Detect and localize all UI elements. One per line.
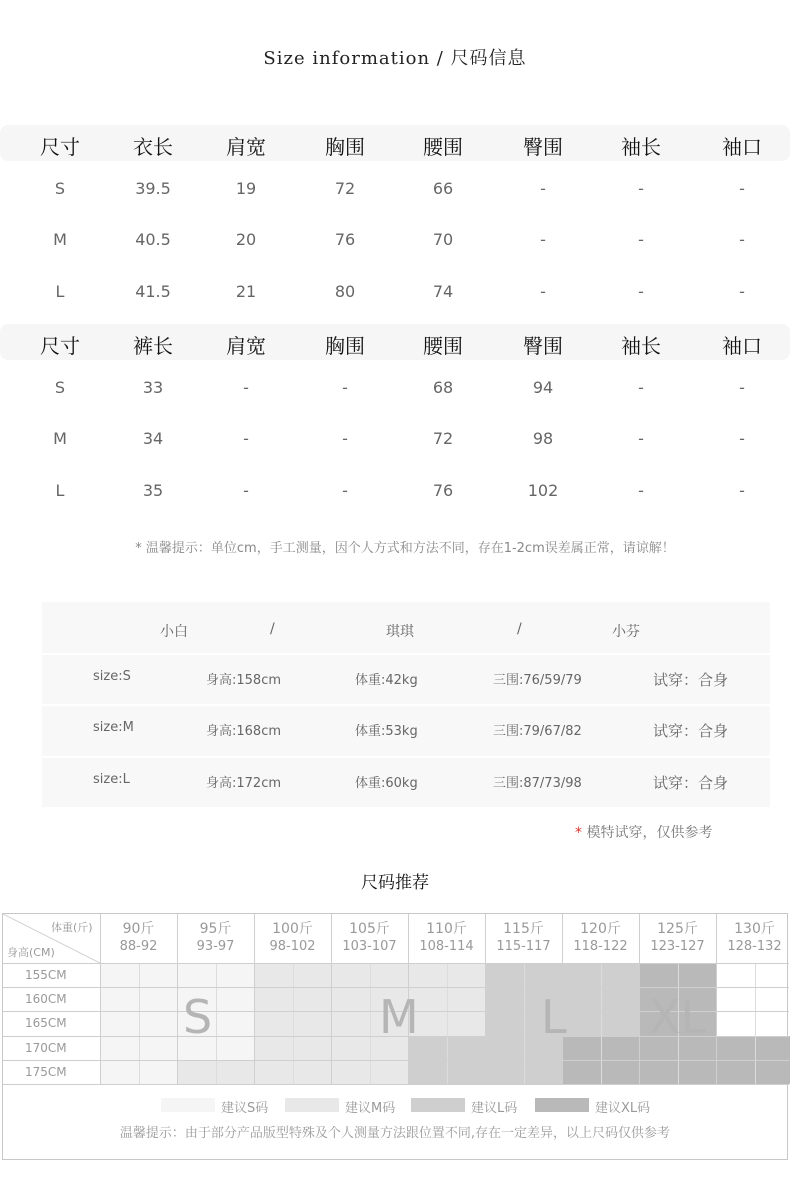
table-cell: - bbox=[739, 282, 745, 301]
table-cell: 74 bbox=[432, 282, 454, 301]
height-label: 175CM bbox=[25, 1064, 67, 1079]
column-header: 胸围 bbox=[325, 334, 365, 358]
model-name: / bbox=[270, 621, 275, 637]
model-cell: 三围:87/73/98 bbox=[493, 776, 582, 791]
size-letter-xl: XL bbox=[649, 990, 707, 1044]
table-cell: 80 bbox=[334, 282, 356, 301]
table-cell: - bbox=[638, 429, 644, 448]
weight-column-header bbox=[562, 920, 639, 956]
height-label: 170CM bbox=[25, 1040, 67, 1055]
grid-line bbox=[370, 963, 371, 1084]
model-cell: 三围:76/59/79 bbox=[493, 673, 582, 688]
table-cell: - bbox=[739, 481, 745, 500]
weight-jin: 105斤 bbox=[349, 921, 390, 937]
model-cell: 体重:53kg bbox=[355, 724, 418, 739]
table-cell: 20 bbox=[235, 230, 257, 249]
grid-line bbox=[755, 963, 756, 1084]
table-cell: 66 bbox=[432, 179, 454, 198]
column-header: 裤长 bbox=[133, 334, 173, 358]
grid-line bbox=[447, 963, 448, 1084]
model-cell: 试穿：合身 bbox=[653, 671, 729, 689]
legend-label: 建议XL码 bbox=[595, 1101, 651, 1116]
model-divider bbox=[42, 704, 770, 706]
weight-jin: 130斤 bbox=[734, 921, 775, 937]
table-cell: 94 bbox=[532, 378, 554, 397]
weight-range: 98-102 bbox=[269, 939, 316, 954]
table-cell: 76 bbox=[334, 230, 356, 249]
weight-range: 123-127 bbox=[650, 939, 705, 954]
model-cell: size:L bbox=[93, 772, 130, 787]
weight-column-header bbox=[408, 920, 485, 956]
weight-jin: 125斤 bbox=[657, 921, 698, 937]
corner-weight-label: 体重(斤) bbox=[51, 921, 93, 934]
legend-label: 建议S码 bbox=[221, 1101, 269, 1116]
table-cell: - bbox=[243, 481, 249, 500]
table-cell: - bbox=[638, 282, 644, 301]
table-cell: 33 bbox=[142, 378, 164, 397]
recommend-note: 温馨提示：由于部分产品版型特殊及个人测量方法跟位置不同,存在一定差异，以上尺码仅供参考 bbox=[119, 1126, 671, 1141]
weight-jin: 120斤 bbox=[580, 921, 621, 937]
weight-range: 103-107 bbox=[342, 939, 397, 954]
grid-line bbox=[3, 987, 789, 988]
model-name: 琪琪 bbox=[386, 624, 414, 640]
table-cell: - bbox=[739, 230, 745, 249]
table-cell: - bbox=[638, 179, 644, 198]
model-divider bbox=[42, 756, 770, 758]
legend-swatch bbox=[411, 1098, 465, 1112]
size-label: M bbox=[53, 429, 67, 448]
weight-jin: 100斤 bbox=[272, 921, 313, 937]
size-label: L bbox=[55, 481, 65, 500]
weight-column-header bbox=[331, 920, 408, 956]
column-header: 腰围 bbox=[423, 135, 463, 159]
table-cell: - bbox=[638, 481, 644, 500]
column-header: 袖口 bbox=[722, 334, 762, 358]
weight-jin: 95斤 bbox=[199, 921, 232, 937]
table-cell: - bbox=[638, 378, 644, 397]
column-header: 袖长 bbox=[621, 135, 661, 159]
legend-swatch bbox=[161, 1098, 215, 1112]
note-star: * bbox=[575, 825, 582, 841]
table-cell: 98 bbox=[532, 429, 554, 448]
table-cell: - bbox=[243, 429, 249, 448]
grid-line bbox=[139, 963, 140, 1084]
height-label: 160CM bbox=[25, 992, 67, 1007]
model-cell: size:S bbox=[93, 669, 131, 684]
model-name: 小白 bbox=[160, 624, 188, 640]
measurement-note: * 温馨提示：单位cm，手工测量，因个人方式和方法不同，存在1-2cm误差属正常，请谅解！ bbox=[135, 541, 675, 556]
column-header: 尺寸 bbox=[40, 135, 80, 159]
weight-range: 115-117 bbox=[496, 939, 551, 954]
recommend-title: 尺码推荐 bbox=[361, 873, 429, 893]
weight-jin: 115斤 bbox=[503, 921, 544, 937]
weight-column-header bbox=[100, 920, 177, 956]
column-header: 臀围 bbox=[523, 135, 563, 159]
legend-label: 建议M码 bbox=[345, 1101, 396, 1116]
table-cell: 41.5 bbox=[135, 282, 171, 301]
model-cell: 三围:79/67/82 bbox=[493, 724, 582, 739]
weight-range: 118-122 bbox=[573, 939, 628, 954]
column-header: 尺寸 bbox=[40, 334, 80, 358]
table-cell: - bbox=[243, 378, 249, 397]
corner-height-label: 身高(CM) bbox=[7, 946, 55, 959]
size-label: S bbox=[54, 378, 66, 397]
grid-line bbox=[3, 1060, 789, 1061]
model-cell: 身高:158cm bbox=[206, 673, 282, 688]
model-cell: size:M bbox=[93, 720, 134, 735]
model-cell: 体重:60kg bbox=[355, 776, 418, 791]
table-cell: 40.5 bbox=[135, 230, 171, 249]
model-note bbox=[575, 822, 712, 842]
table-cell: 72 bbox=[432, 429, 454, 448]
column-header: 肩宽 bbox=[226, 334, 266, 358]
weight-range: 93-97 bbox=[196, 939, 235, 954]
column-header: 肩宽 bbox=[226, 135, 266, 159]
grid-line bbox=[3, 1084, 789, 1085]
column-header: 臀围 bbox=[523, 334, 563, 358]
table-cell: - bbox=[540, 282, 546, 301]
weight-jin: 110斤 bbox=[426, 921, 467, 937]
height-label: 165CM bbox=[25, 1016, 67, 1031]
model-cell: 体重:42kg bbox=[355, 673, 418, 688]
model-cell: 试穿：合身 bbox=[653, 774, 729, 792]
model-cell: 身高:168cm bbox=[206, 724, 282, 739]
table-cell: 76 bbox=[432, 481, 454, 500]
size-label: M bbox=[53, 230, 67, 249]
table-cell: 102 bbox=[527, 481, 559, 500]
model-cell: 试穿：合身 bbox=[653, 722, 729, 740]
grid-line bbox=[216, 963, 217, 1084]
table-cell: 35 bbox=[142, 481, 164, 500]
model-cell: 身高:172cm bbox=[206, 776, 282, 791]
weight-range: 88-92 bbox=[119, 939, 158, 954]
size-letter-m: M bbox=[379, 990, 419, 1044]
grid-line bbox=[524, 963, 525, 1084]
table-cell: - bbox=[739, 179, 745, 198]
table-cell: 21 bbox=[235, 282, 257, 301]
column-header: 袖口 bbox=[722, 135, 762, 159]
weight-column-header bbox=[254, 920, 331, 956]
table-cell: 39.5 bbox=[135, 179, 171, 198]
table-cell: - bbox=[638, 230, 644, 249]
size-label: S bbox=[54, 179, 66, 198]
weight-column-header bbox=[716, 920, 790, 956]
legend-swatch bbox=[535, 1098, 589, 1112]
weight-column-header bbox=[485, 920, 562, 956]
legend-swatch bbox=[285, 1098, 339, 1112]
column-header: 衣长 bbox=[133, 135, 173, 159]
weight-range: 128-132 bbox=[727, 939, 782, 954]
size-letter-s: S bbox=[183, 990, 213, 1044]
grid-line bbox=[3, 963, 789, 964]
model-name: / bbox=[517, 621, 522, 637]
table-cell: - bbox=[342, 429, 348, 448]
table-cell: 70 bbox=[432, 230, 454, 249]
height-label: 155CM bbox=[25, 968, 67, 982]
table-cell: - bbox=[540, 230, 546, 249]
model-divider bbox=[42, 653, 770, 655]
note-text: 模特试穿，仅供参考 bbox=[586, 825, 713, 841]
size-cell-xl bbox=[716, 1036, 790, 1060]
size-letter-l: L bbox=[541, 990, 567, 1044]
grid-line bbox=[293, 963, 294, 1084]
page-title: Size information / 尺码信息 bbox=[263, 48, 527, 69]
table-cell: 19 bbox=[235, 179, 257, 198]
weight-jin: 90斤 bbox=[122, 921, 155, 937]
weight-range: 108-114 bbox=[419, 939, 474, 954]
legend-label: 建议L码 bbox=[471, 1101, 518, 1116]
table-cell: - bbox=[739, 378, 745, 397]
grid-line bbox=[601, 963, 602, 1084]
column-header: 袖长 bbox=[621, 334, 661, 358]
table-cell: 34 bbox=[142, 429, 164, 448]
column-header: 胸围 bbox=[325, 135, 365, 159]
table-cell: - bbox=[540, 179, 546, 198]
weight-column-header bbox=[177, 920, 254, 956]
table-cell: 72 bbox=[334, 179, 356, 198]
table-cell: - bbox=[342, 378, 348, 397]
size-cell-xl bbox=[716, 1060, 790, 1084]
table-cell: 68 bbox=[432, 378, 454, 397]
model-name: 小芬 bbox=[612, 624, 640, 640]
table-cell: - bbox=[342, 481, 348, 500]
table-cell: - bbox=[739, 429, 745, 448]
column-header: 腰围 bbox=[423, 334, 463, 358]
size-label: L bbox=[55, 282, 65, 301]
weight-column-header bbox=[639, 920, 716, 956]
